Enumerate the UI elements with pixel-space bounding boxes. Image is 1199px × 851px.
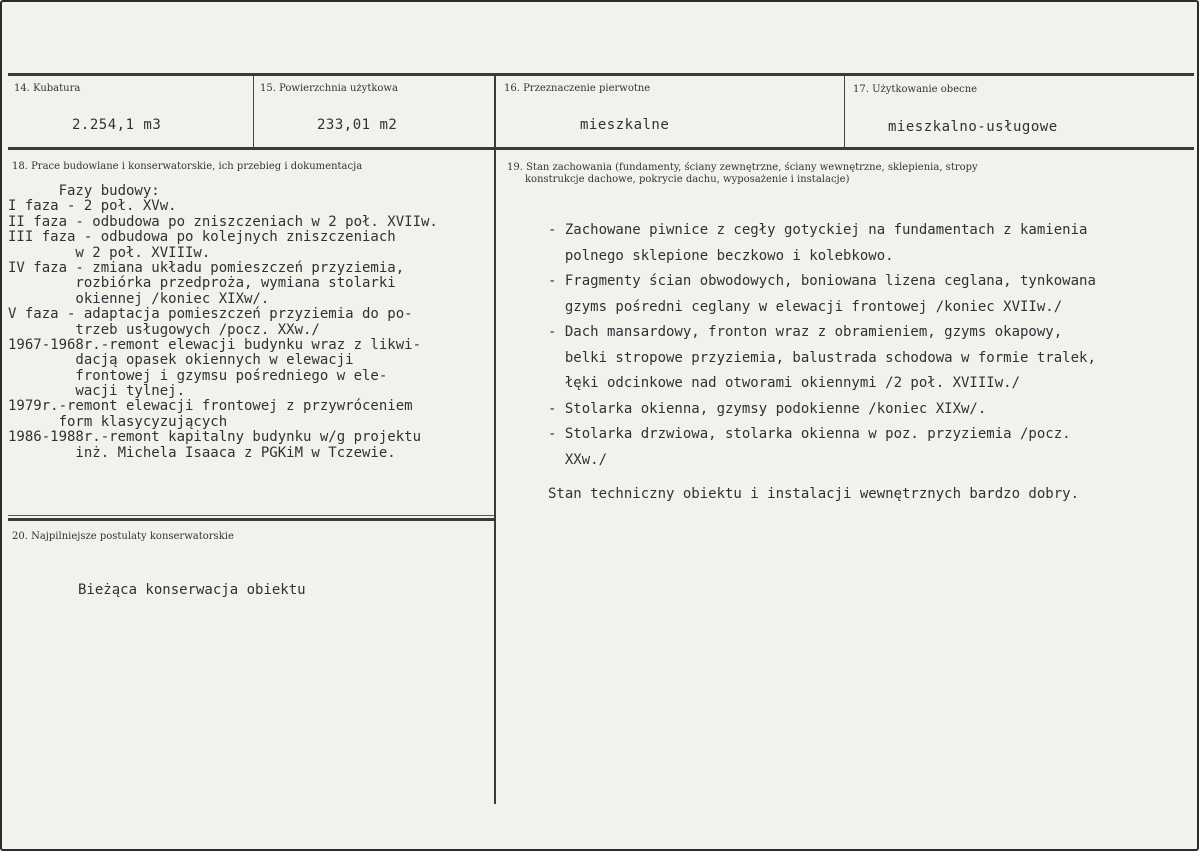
state-line: XXw./ (548, 451, 608, 468)
phase-line: rozbiórka przedproża, wymiana stolarki (8, 275, 396, 292)
phase-line: wacji tylnej. (8, 383, 186, 400)
state-label-line2: konstrukcje dachowe, pokrycie dachu, wyposażenie i instalacje) (525, 174, 850, 185)
phase-line: III faza - odbudowa po kolejnych zniszczeniach (8, 229, 396, 246)
postulates-value: Bieżąca konserwacja obiektu (78, 582, 306, 598)
phase-line: Fazy budowy: (8, 183, 160, 199)
phase-line: dacją opasek okiennych w elewacji (8, 352, 354, 369)
phase-line: IV faza - zmiana układu pomieszczeń przyziemia, (8, 259, 405, 276)
divider-14-15 (253, 76, 254, 148)
works-bottom-rule (8, 515, 496, 516)
works-label: 18. Prace budowlane i konserwatorskie, ich przebieg i dokumentacja (12, 161, 363, 172)
usable-area-value: 233,01 m2 (317, 117, 398, 133)
usable-area-label: 15. Powierzchnia użytkowa (260, 83, 398, 94)
current-use-label: 17. Użytkowanie obecne (853, 84, 978, 95)
preservation-state (548, 218, 1096, 508)
divider-16-17 (844, 76, 845, 148)
current-use-value: mieszkalno-usługowe (888, 119, 1058, 135)
fields-bottom-rule (8, 147, 1194, 150)
original-use-label: 16. Przeznaczenie pierwotne (504, 83, 651, 94)
phase-line: 1979r.-remont elewacji frontowej z przywróceniem (8, 398, 413, 415)
original-use-value: mieszkalne (580, 117, 670, 133)
phase-line: w 2 poł. XVIIIw. (8, 244, 211, 261)
state-line: łęki odcinkowe nad otworami okiennymi /2 poł. XVIIIw./ (548, 375, 1021, 391)
phase-line: okiennej /koniec XIXw/. (8, 290, 270, 307)
state-line: - Dach mansardowy, fronton wraz z obramieniem, gzyms okapowy, (548, 324, 1063, 340)
state-line: belki stropowe przyziemia, balustrada schodowa w formie tralek, (548, 349, 1096, 366)
cubature-label: 14. Kubatura (14, 83, 81, 94)
divider-15-16 (494, 76, 496, 804)
phase-line: inż. Michela Isaaca z PGKiM w Tczewie. (8, 444, 396, 461)
postulates-label: 20. Najpilniejsze postulaty konserwatorskie (12, 531, 234, 542)
cubature-value: 2.254,1 m3 (72, 117, 162, 133)
state-line: - Fragmenty ścian obwodowych, boniowana lizena ceglana, tynkowana (548, 273, 1096, 289)
phase-line: II faza - odbudowa po zniszczeniach w 2 poł. XVIIw. (8, 213, 438, 230)
works-bottom-rule-bold (8, 518, 496, 521)
phase-line: I faza - 2 poł. XVw. (8, 198, 177, 215)
state-line: gzyms pośredni ceglany w elewacji frontowej /koniec XVIIw./ (548, 298, 1063, 315)
state-summary: Stan techniczny obiektu i instalacji wewnętrznych bardzo dobry. (548, 486, 1080, 502)
construction-phases (8, 184, 438, 461)
state-line: polnego sklepione beczkowo i kolebkowo. (548, 247, 894, 264)
phase-line: trzeb usługowych /pocz. XXw./ (8, 321, 320, 338)
state-line: - Stolarka okienna, gzymsy podokienne /koniec XIXw/. (548, 400, 987, 417)
phase-line: V faza - adaptacja pomieszczeń przyziemia do po- (8, 306, 413, 323)
state-line: - Zachowane piwnice z cegły gotyckiej na fundamentach z kamienia (548, 222, 1088, 238)
phase-line: 1986-1988r.-remont kapitalny budynku w/g projektu (8, 429, 422, 446)
state-label-line1: 19. Stan zachowania (fundamenty, ściany zewnętrzne, ściany wewnętrzne, sklepienia, stropy (507, 162, 978, 173)
top-rule (8, 73, 1194, 76)
phase-line: frontowej i gzymsu pośredniego w ele- (8, 367, 388, 384)
state-line: - Stolarka drzwiowa, stolarka okienna w poz. przyziemia /pocz. (548, 426, 1071, 442)
phase-line: 1967-1968r.-remont elewacji budynku wraz z likwi- (8, 336, 422, 353)
phase-line: form klasycyzujących (8, 413, 228, 430)
